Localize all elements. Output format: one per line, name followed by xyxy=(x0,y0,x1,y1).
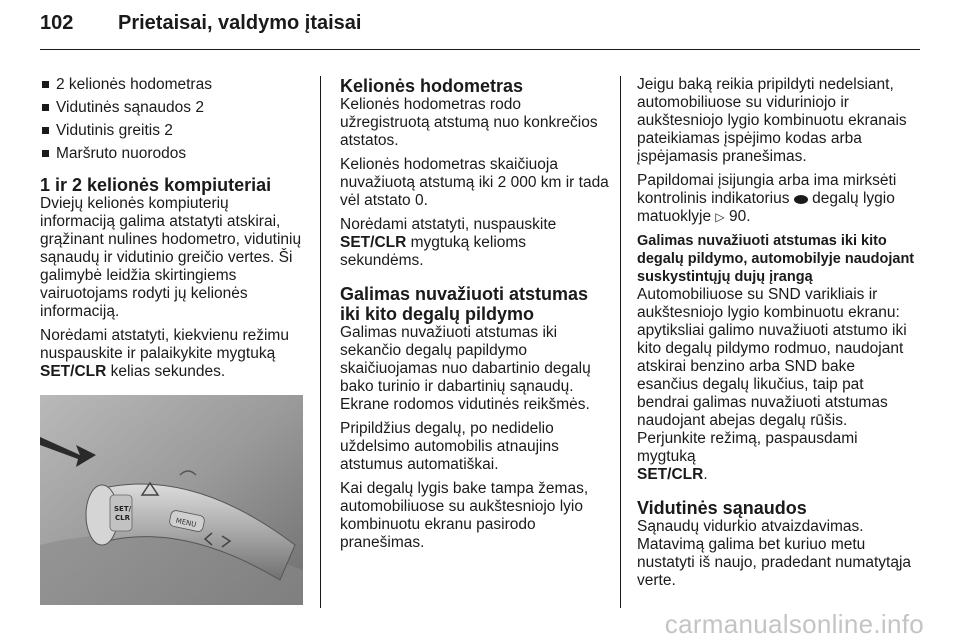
paragraph: Galimas nuvažiuoti atstumas iki sekančio degalų papildymo skaičiuojamas nuo dabartinio degalų bako turinio ir dabartinių sąnaudų. Ekrane rodomos vidutinės reikšmės. xyxy=(340,324,591,413)
page-title: Prietaisai, valdymo įtaisai xyxy=(118,12,362,34)
section-title-lpg-range: Galimas nuvažiuoti atstumas iki kito degalų pildymo, automobilyje naudojant suskystintųjų dujų įrangą xyxy=(637,233,915,285)
list-item: 2 kelionės hodometras xyxy=(40,76,305,94)
paragraph: Kai degalų lygis bake tampa žemas, automobiliuose su aukštesniojo lyio kombinuotu ekranu pasirodo pranešimas. xyxy=(340,480,589,551)
list-item: Vidutinis greitis 2 xyxy=(40,122,305,140)
paragraph: Dviejų kelionės kompiuterių informaciją galima atstatyti atskirai, grąžinant nulines hodometro, vidutinių sąnaudų ir vidutinio greičio vertes. Ši galimybė leidžia skirtingiems vairuotojams rodyti jų kelionės informaciją. xyxy=(40,195,302,320)
paragraph: Kelionės hodometras skaičiuoja nuvažiuotą atstumą iki 2 000 km ir tada vėl atstato 0. xyxy=(340,156,609,209)
key-label: SET/CLR xyxy=(340,234,407,251)
paragraph: Papildomai įsijungia arba ima mirksėti kontrolinis indikatorius degalų lygio matuoklyje ▷ 90. xyxy=(637,172,897,225)
paragraph: Kelionės hodometras rodo užregistruotą atstumą nuo konkrečios atstatos. xyxy=(340,96,598,149)
section-title-range: Galimas nuvažiuoti atstumas iki kito degalų pildymo xyxy=(340,284,589,324)
column-2 xyxy=(340,76,610,558)
section-title-average-consumption: Vidutinės sąnaudos xyxy=(637,498,807,518)
paragraph: Norėdami atstatyti, nuspauskite SET/CLR mygtuką kelioms sekundėms. xyxy=(340,216,557,269)
list-item: Vidutinės sąnaudos 2 xyxy=(40,99,305,117)
page-header xyxy=(40,12,361,35)
section-title-trip-computers: 1 ir 2 kelionės kompiuteriai xyxy=(40,175,272,195)
bullet-list xyxy=(40,76,305,163)
page-number: 102 xyxy=(40,12,74,34)
key-label: SET/CLR xyxy=(40,363,107,380)
page-reference-icon: ▷ xyxy=(715,210,725,224)
paragraph: Automobiliuose su SND varikliais ir aukštesniojo lygio kombinuotu ekranu: apytiksliai galimo nuvažiuoti atstumo iki kito degalų pildymo rodmuo, naudojant atskirai benzino arba SND bake esančius degalų likučius, taip pat bendrai galimas nuvažiuoti atstumas naudojant abejas degalų rūšis. Perjunkite režimą, paspausdami mygtuką SET/CLR. xyxy=(637,286,907,483)
watermark: carmanualsonline.info xyxy=(664,609,924,639)
paragraph: Pripildžius degalų, po nedidelio uždelsimo automobilis atnaujins atstumus automatiškai. xyxy=(340,420,559,473)
fuel-indicator-icon xyxy=(794,195,808,204)
paragraph: Jeigu baką reikia pripildyti nedelsiant, automobiliuose su viduriniojo ir aukštesniojo lygio kombinuotu ekranais pateikiamas įspėjimo kodas arba įspėjamasis pranešimas. xyxy=(637,76,907,165)
column-divider-2 xyxy=(620,76,621,608)
list-item: Maršruto nuorodos xyxy=(40,145,305,163)
paragraph: Sąnaudų vidurkio atvaizdavimas. Matavimą galima bet kuriuo metu nustatyti iš naujo, pradedant numatytąja verte. xyxy=(637,518,912,589)
column-3 xyxy=(637,76,917,596)
key-label: SET/CLR xyxy=(637,466,704,483)
section-title-trip-odometer: Kelionės hodometras xyxy=(340,76,524,96)
stalk-photo xyxy=(40,395,303,605)
set-clr-button-label: CLR xyxy=(115,514,130,522)
set-clr-button-label: SET/ xyxy=(114,505,132,513)
header-rule xyxy=(40,49,920,50)
column-divider-1 xyxy=(320,76,321,608)
menu-label: MENU xyxy=(174,516,198,529)
column-1 xyxy=(40,76,305,387)
paragraph: Norėdami atstatyti, kiekvienu režimu nuspauskite ir palaikykite mygtuką SET/CLR kelias sekundes. xyxy=(40,327,289,380)
